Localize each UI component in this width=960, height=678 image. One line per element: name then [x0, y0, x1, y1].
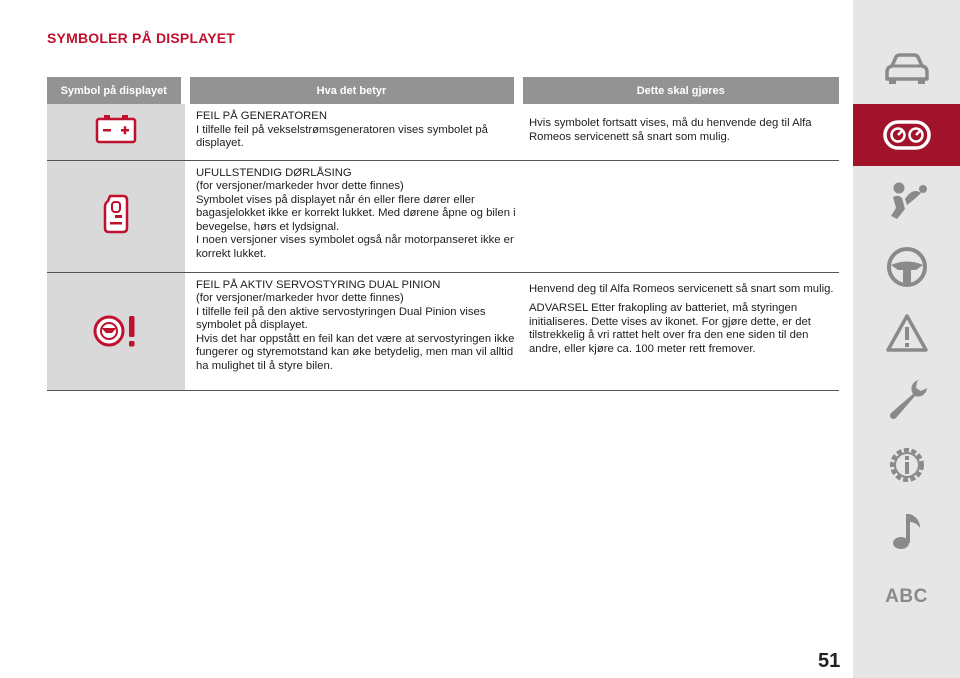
- meaning-cell: [185, 272, 518, 390]
- page-number: 51: [818, 650, 841, 672]
- info-gear-icon: [885, 443, 929, 487]
- dashboard-gauges-icon: [883, 120, 931, 150]
- meaning-text: I tilfelle feil på vekselstrømsgeneratoren vises symbolet på displayet.: [196, 123, 488, 150]
- meaning-cell: [185, 104, 518, 160]
- music-note-icon: [890, 510, 924, 552]
- meaning-text: I noen versjoner vises symbolet også når motorpanseret ikke er korrekt lukket.: [196, 234, 514, 261]
- nav-item-multimedia[interactable]: [853, 500, 960, 562]
- action-cell: [518, 160, 839, 272]
- table-header-row: [47, 77, 839, 104]
- action-cell: [518, 104, 839, 160]
- meaning-note: (for versjoner/markeder hvor dette finnes): [196, 292, 404, 305]
- nav-item-dashboard[interactable]: [853, 104, 960, 166]
- meaning-cell: [185, 160, 518, 272]
- steering-warning-icon: [92, 313, 140, 349]
- warning-triangle-icon: [885, 313, 929, 353]
- action-text: Henvend deg til Alfa Romeos servicenett så snart som mulig.: [529, 282, 834, 295]
- nav-item-driving[interactable]: [853, 236, 960, 298]
- nav-item-maintenance[interactable]: [853, 368, 960, 430]
- nav-item-safety[interactable]: [853, 170, 960, 232]
- seat-safety-icon: [885, 181, 929, 221]
- nav-item-warnings[interactable]: [853, 302, 960, 364]
- car-icon: [884, 52, 930, 86]
- symbol-cell: [47, 160, 185, 272]
- nav-item-car[interactable]: [853, 38, 960, 100]
- action-cell: [518, 272, 839, 390]
- table-row: [47, 160, 839, 272]
- column-header-action: Dette skal gjøres: [518, 77, 839, 104]
- nav-item-index[interactable]: [853, 566, 960, 628]
- column-header-symbol: Symbol på displayet: [47, 77, 185, 104]
- meaning-text: Hvis det har oppstått en feil kan det være at servostyringen ikke fungerer og styremotstand kan øke betydelig, men man vil alltid ha mulighet til å styre bilen.: [196, 332, 515, 373]
- table-row: [47, 272, 839, 390]
- action-text: Hvis symbolet fortsatt vises, må du henvende deg til Alfa Romeos servicenett så snart som mulig.: [529, 117, 812, 143]
- battery-icon: [95, 114, 137, 144]
- steering-wheel-icon: [886, 246, 928, 288]
- meaning-text: Symbolet vises på displayet når én eller flere dører eller bagasjelokket ikke er korrekt lukket. Med dørene åpne og bilen i bevegelse, hørs et lydsignal.: [196, 193, 516, 233]
- meaning-title: UFULLSTENDIG DØRLÅSING: [196, 166, 352, 179]
- symbol-cell: [47, 104, 185, 160]
- chapter-sidebar: [853, 0, 960, 678]
- abc-index-icon: ABC: [885, 586, 928, 607]
- meaning-text: I tilfelle feil på den aktive servostyringen Dual Pinion vises symbolet på displayet.: [196, 305, 486, 332]
- door-lock-icon: [103, 194, 129, 234]
- meaning-title: FEIL PÅ GENERATOREN: [196, 110, 327, 122]
- column-header-meaning: Hva det betyr: [185, 77, 518, 104]
- wrench-icon: [885, 377, 929, 421]
- symbol-cell: [47, 272, 185, 390]
- nav-item-technical[interactable]: [853, 434, 960, 496]
- table-row: [47, 104, 839, 160]
- meaning-title: FEIL PÅ AKTIV SERVOSTYRING DUAL PINION: [196, 278, 441, 291]
- symbols-table: [47, 77, 839, 391]
- action-warning-text: ADVARSEL Etter frakopling av batteriet, må styringen initialiseres. Dette vises av ikonet. For gjøre dette, er det tilstrekkelig å vri rattet helt over fra den ene siden til den andre, eller kjøre ca. 100 meter rett fremover.: [529, 302, 811, 355]
- page-title: SYMBOLER PÅ DISPLAYET: [47, 30, 236, 46]
- meaning-note: (for versjoner/markeder hvor dette finnes): [196, 180, 404, 193]
